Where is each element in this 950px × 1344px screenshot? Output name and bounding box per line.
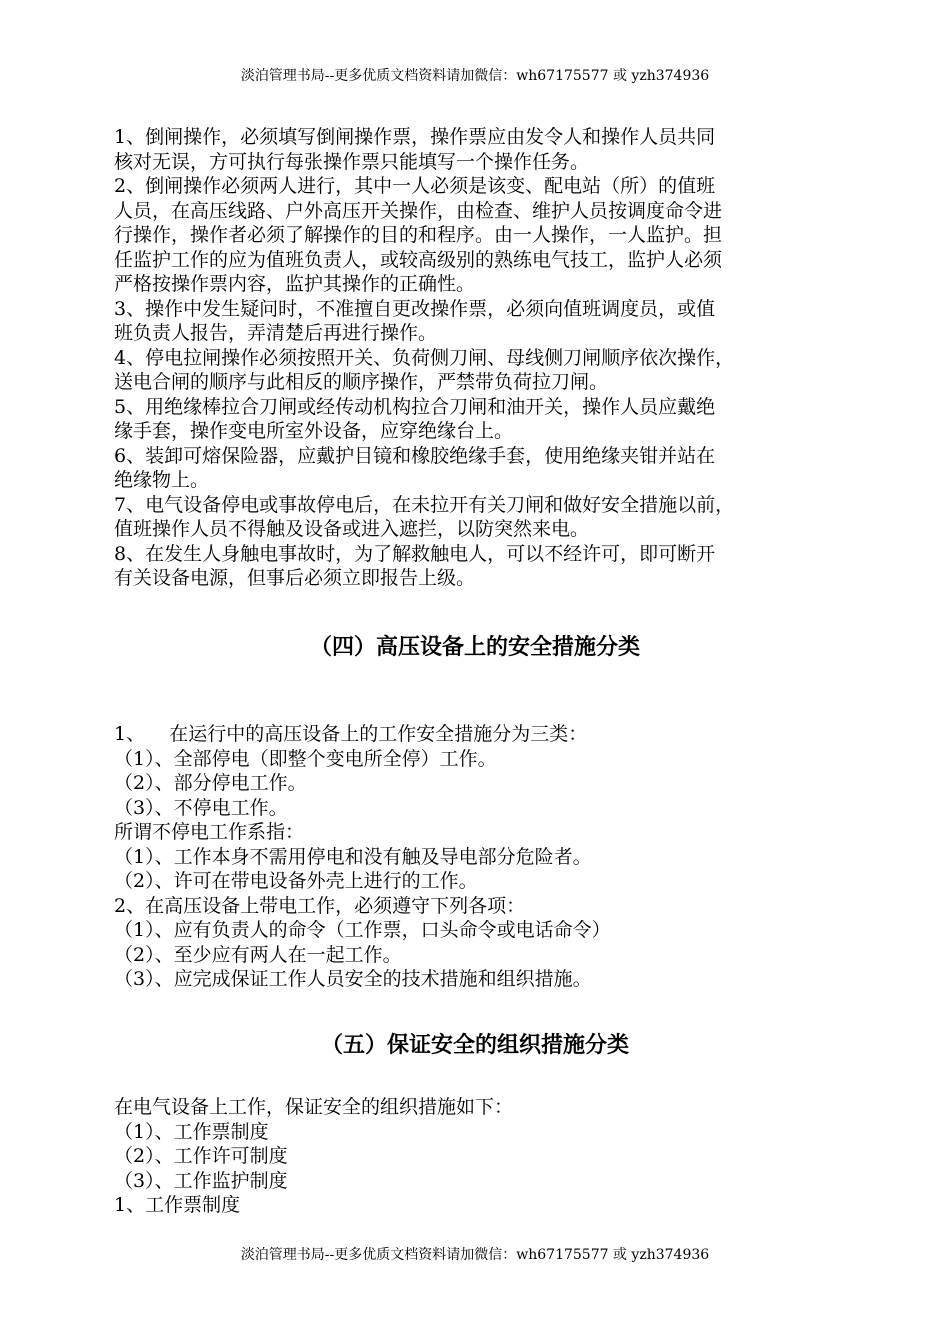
rule-line: 送电合闸的顺序与此相反的顺序操作，严禁带负荷拉刀闸。: [114, 371, 609, 393]
rule-line: 绝缘物上。: [114, 469, 210, 491]
section-5-line: 在电气设备上工作，保证安全的组织措施如下：: [114, 1096, 514, 1118]
section-5-line: （1）、工作票制度: [114, 1120, 269, 1143]
section-4-line: （2）、至少应有两人在一起工作。: [114, 943, 402, 966]
section-5-line: （2）、工作许可制度: [114, 1145, 288, 1167]
section-4-body: [114, 722, 874, 992]
rule-line: 8、在发生人身触电事故时，为了解救触电人，可以不经许可，即可断开: [114, 542, 716, 565]
rule-line: 2、倒闸操作必须两人进行，其中一人必须是该变、配电站（所）的值班: [114, 175, 716, 197]
section-4-line: （1）、全部停电（即整个变电所全停）工作。: [114, 747, 497, 770]
section-4-line: （2）、许可在带电设备外壳上进行的工作。: [114, 870, 478, 892]
section-5-line: （3）、工作监护制度: [114, 1169, 288, 1192]
page-header: 淡泊管理书局--更多优质文档资料请加微信：wh67175577 或 yzh374936: [240, 68, 710, 84]
rule-line: 核对无误，方可执行每张操作票只能填写一个操作任务。: [114, 150, 590, 173]
section-4-line: （1）、工作本身不需用停电和没有触及导电部分危险者。: [114, 845, 592, 868]
section-4-heading: （四）高压设备上的安全措施分类: [309, 635, 640, 660]
rule-line: 缘手套，操作变电所室外设备，应穿绝缘台上。: [114, 420, 514, 442]
rule-line: 任监护工作的应为值班负责人，或较高级别的熟练电气技工，监护人必须: [114, 248, 723, 271]
rule-line: 值班操作人员不得触及设备或进入遮拦，以防突然来电。: [114, 518, 590, 540]
section-4-line: （1）、应有负责人的命令（工作票，口头命令或电话命令）: [114, 919, 611, 941]
section-4-line: （3）、不停电工作。: [114, 796, 288, 819]
section-4-line: 2、在高压设备上带电工作，必须遵守下列各项：: [114, 894, 526, 917]
section-5-heading: （五）保证安全的组织措施分类: [320, 1033, 629, 1058]
section-4-line: （3）、应完成保证工作人员安全的技术措施和组织措施。: [114, 968, 592, 990]
section-5-line: 1、工作票制度: [114, 1194, 241, 1216]
rule-line: 严格按操作票内容，监护其操作的正确性。: [114, 273, 476, 295]
section-5-body: [114, 1095, 874, 1218]
rule-line: 4、停电拉闸操作必须按照开关、负荷侧刀闸、母线侧刀闸顺序依次操作，: [114, 346, 735, 369]
section-4-line: （2）、部分停电工作。: [114, 772, 307, 794]
section-4-line: 1、 在运行中的高压设备上的工作安全措施分为三类：: [114, 723, 588, 745]
rule-line: 5、用绝缘棒拉合刀闸或经传动机构拉合刀闸和油开关，操作人员应戴绝: [114, 395, 716, 418]
section-4-line: 所谓不停电工作系指：: [114, 821, 305, 843]
rule-line: 3、操作中发生疑问时，不准擅自更改操作票，必须向值班调度员，或值: [114, 297, 716, 320]
page-footer: 淡泊管理书局--更多优质文档资料请加微信：wh67175577 或 yzh374936: [240, 1247, 710, 1263]
rule-line: 6、装卸可熔保险器，应戴护目镜和橡胶绝缘手套，使用绝缘夹钳并站在: [114, 444, 716, 467]
rule-line: 1、倒闸操作，必须填写倒闸操作票，操作票应由发令人和操作人员共同: [114, 126, 716, 148]
rule-line: 7、电气设备停电或事故停电后，在未拉开有关刀闸和做好安全措施以前，: [114, 493, 735, 516]
rule-line: 行操作，操作者必须了解操作的目的和程序。由一人操作，一人监护。担: [114, 224, 723, 246]
rule-line: 人员，在高压线路、户外高压开关操作，由检查、维护人员按调度命令进: [114, 199, 723, 222]
rule-line: 班负责人报告，弄清楚后再进行操作。: [114, 322, 438, 344]
rule-line: 有关设备电源，但事后必须立即报告上级。: [114, 567, 476, 589]
operation-rules-section: [114, 125, 874, 591]
